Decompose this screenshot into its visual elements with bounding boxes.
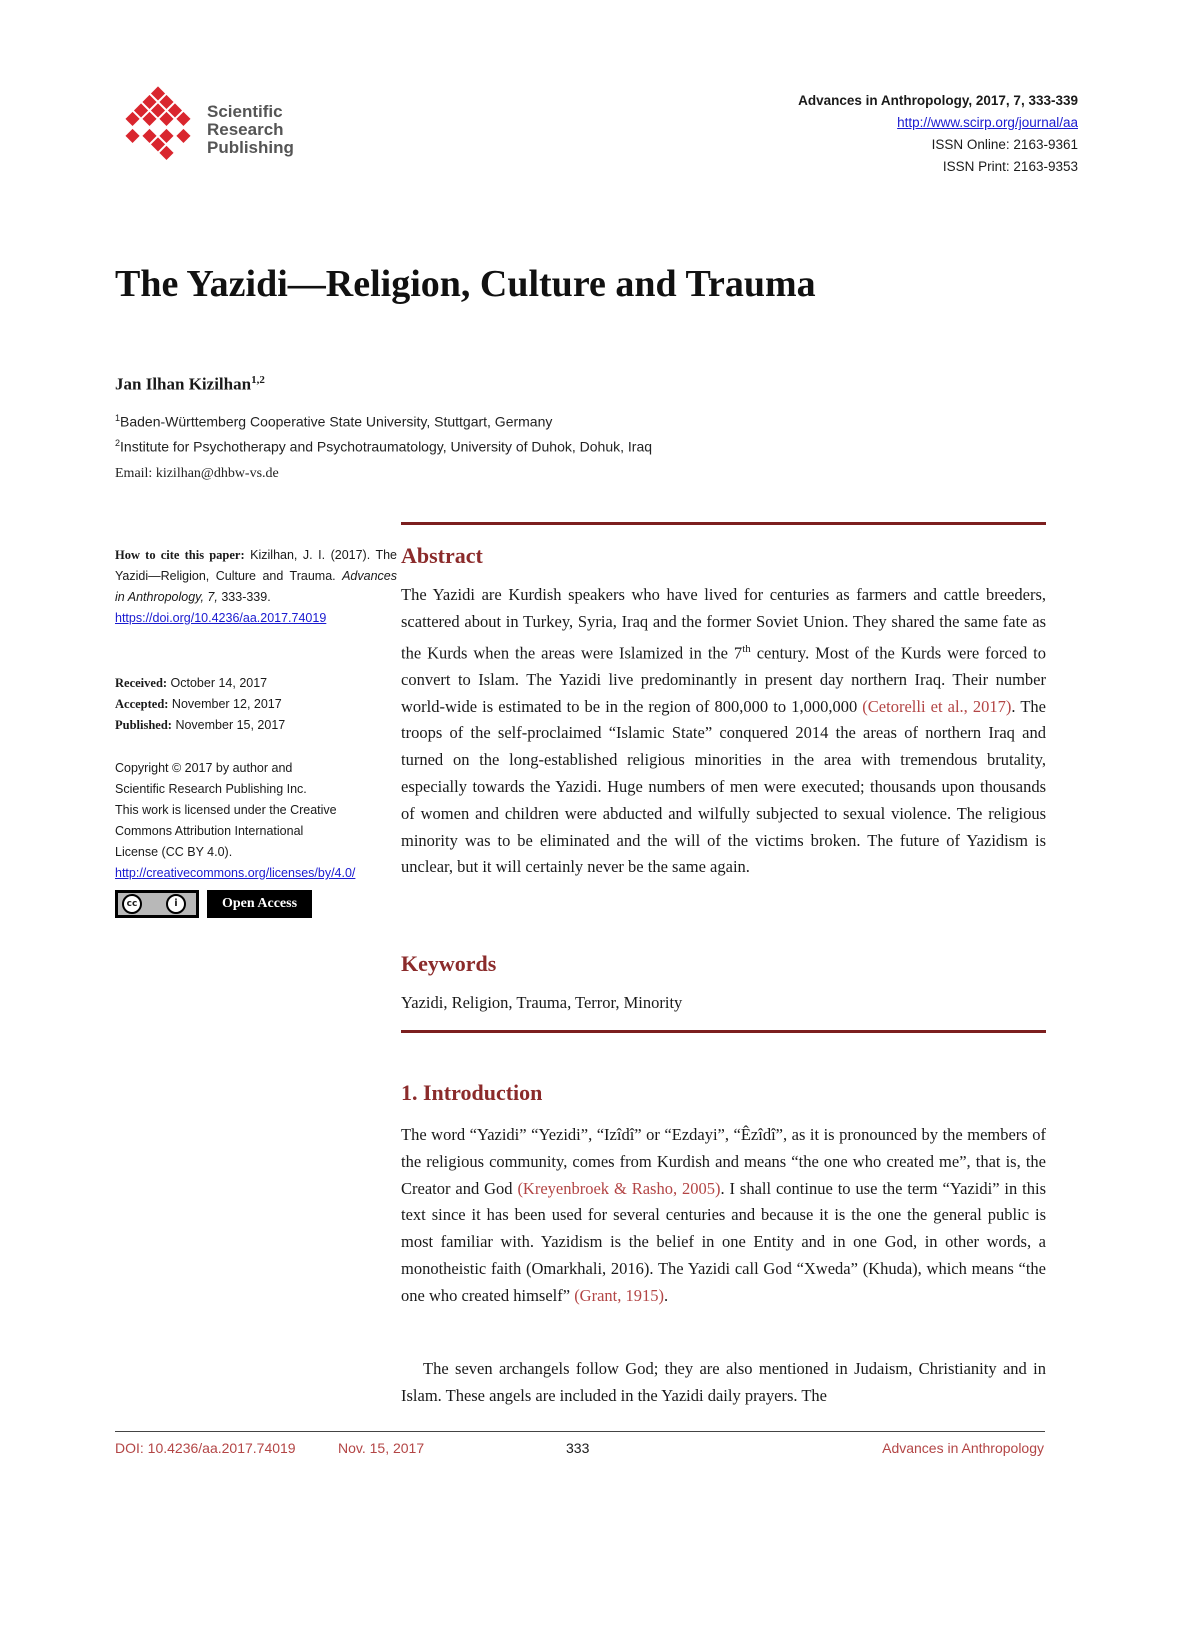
publisher-logo-icon (118, 86, 198, 166)
author-email: Email: kizilhan@dhbw-vs.de (115, 466, 279, 481)
cc-badge-bg (118, 893, 196, 915)
footer-doi: DOI: 10.4236/aa.2017.74019 (115, 1440, 296, 1456)
keywords-heading: Keywords (401, 951, 497, 976)
copyright-line: This work is licensed under the Creative (115, 803, 337, 817)
footer-rule (115, 1431, 1045, 1432)
page-title: The Yazidi—Religion, Culture and Trauma (115, 263, 816, 305)
abstract-part: The Yazidi are Kurdish speakers who have lived for centuries as farmers and cattle breeders, scattered about in Turkey, Syria, Iraq and the former Soviet Union. They shared the same fate as the Kurds when the areas were Islamized in the 7 (401, 585, 1046, 663)
date-value: November 12, 2017 (168, 697, 282, 711)
citation-link[interactable]: (Grant, 1915) (574, 1285, 664, 1305)
citation-link[interactable]: (Cetorelli et al., 2017) (862, 696, 1012, 716)
cc-by-badge[interactable] (115, 890, 199, 918)
copyright-line: Scientific Research Publishing Inc. (115, 782, 307, 796)
attribution-icon: i (166, 894, 186, 914)
cite-pages: 333-339. (217, 590, 271, 604)
intro-part: The word “Yazidi” “Yezidi”, “Izîdî” or “Ezdayi”, “Êzîdî”, as it is pronounced by the members of the religious community, comes from Kurdish and means “the one who created me”, that is, the Creator and God (401, 1125, 1046, 1198)
intro-heading: 1. Introduction (401, 1080, 543, 1105)
copyright-line: License (CC BY 4.0). (115, 845, 233, 859)
date-label: Published: (115, 718, 172, 732)
issn-print: ISSN Print: 2163-9353 (942, 159, 1078, 174)
citation-link[interactable]: (Kreyenbroek & Rasho, 2005) (517, 1178, 721, 1198)
license-link[interactable]: http://creativecommons.org/licenses/by/4.0/ (115, 866, 356, 880)
abstract-text (401, 582, 1046, 881)
author-name (115, 374, 265, 395)
footer-journal: Advances in Anthropology (882, 1440, 1044, 1456)
abstract-part: century. Most of the Kurds were forced to convert to Islam. The Yazidi live predominantly in present day northern Iraq. Their number world-wide is estimated to be in the region of 800,000 to 1,000,000 (401, 643, 1046, 716)
affiliation-sup: 2 (115, 438, 121, 448)
dates-block (115, 673, 397, 736)
abstract-sup: th (742, 642, 751, 655)
publisher-line: Publishing (207, 138, 294, 157)
intro-paragraph-1 (401, 1122, 1046, 1310)
journal-url-link[interactable]: http://www.scirp.org/journal/aa (897, 115, 1078, 130)
affiliation-2 (115, 438, 652, 455)
date-value: November 15, 2017 (171, 718, 286, 732)
abstract-part: . The troops of the self-proclaimed “Islamic State” conquered 2014 the areas of northern Iraq and turned on the long-established religious minorities in the area with tremendous brutality, especially towards the Yazidi. Huge numbers of men were executed; thousands upon thousands of women and children were abducted and wilfully subjected to sexual violence. The religious minority was to be eliminated and the will of the victims broken. The future of Yazidism is unclear, but it will certainly never be the same again. (401, 696, 1046, 877)
publisher-line: Scientific (207, 102, 283, 121)
received-date (115, 673, 397, 694)
author-name-text: Jan Ilhan Kizilhan (115, 374, 252, 394)
journal-citation: Advances in Anthropology, 2017, 7, 333-339 (798, 93, 1078, 108)
accepted-date (115, 694, 397, 715)
keywords-text: Yazidi, Religion, Trauma, Terror, Minority (401, 993, 683, 1012)
author-sup: 1,2 (251, 374, 265, 386)
section-rule-top (401, 522, 1046, 525)
doi-link[interactable]: https://doi.org/10.4236/aa.2017.74019 (115, 611, 327, 625)
affiliation-sup: 1 (115, 413, 121, 423)
copyright-block (115, 758, 397, 884)
citation-block (115, 545, 397, 629)
publisher-line: Research (207, 120, 284, 139)
date-label: Received: (115, 676, 168, 690)
open-access-badge[interactable]: Open Access (207, 890, 312, 918)
intro-part: . I shall continue to use the term “Yazidi” in this text since it has been used for several centuries and because it is the one the general public is most familiar with. Yazidism is the belief in one Entity and in one God, in other words, a monotheistic faith (Omarkhali, 2016). The Yazidi call God “Xweda” (Khuda), which means “the one who created himself” (401, 1178, 1046, 1305)
cite-journal: Advances in Anthropology, 7, (115, 569, 397, 604)
published-date (115, 715, 397, 736)
intro-part: . (664, 1285, 669, 1305)
cite-text: Kizilhan, J. I. (2017). The Yazidi—Religion, Culture and Trauma. (115, 548, 397, 583)
copyright-line: Commons Attribution International (115, 824, 304, 838)
intro-paragraph-2: The seven archangels follow God; they are also mentioned in Judaism, Christianity and in Islam. These angels are included in the Yazidi daily prayers. The (401, 1359, 1046, 1405)
footer-date: Nov. 15, 2017 (338, 1440, 425, 1456)
how-to-cite (115, 545, 397, 608)
issn-online: ISSN Online: 2163-9361 (931, 137, 1078, 152)
date-value: October 14, 2017 (167, 676, 268, 690)
cite-label: How to cite this paper: (115, 548, 245, 562)
copyright-line: Copyright © 2017 by author and (115, 761, 293, 775)
affiliation-1 (115, 413, 552, 430)
publisher-name (207, 103, 294, 157)
section-rule-bottom (401, 1030, 1046, 1033)
page-number: 333 (566, 1440, 590, 1456)
date-label: Accepted: (115, 697, 169, 711)
cc-icon: cc (122, 894, 142, 914)
abstract-heading: Abstract (401, 543, 483, 568)
journal-info (798, 90, 1078, 178)
affiliation-text: Baden-Württemberg Cooperative State University, Stuttgart, Germany (120, 413, 553, 430)
affiliation-text: Institute for Psychotherapy and Psychotraumatology, University of Duhok, Dohuk, Iraq (120, 438, 653, 455)
